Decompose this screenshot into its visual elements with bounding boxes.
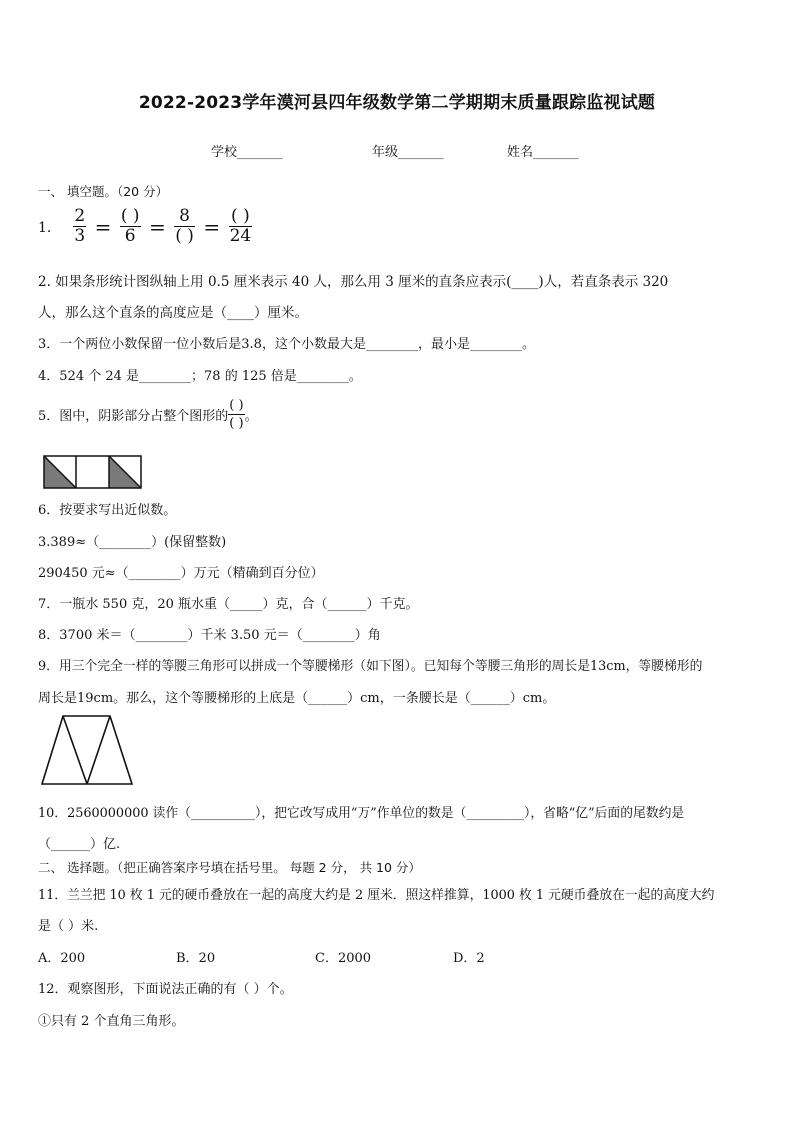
question-11-line-1: 11．兰兰把 10 枚 1 元的硬币叠放在一起的高度大约是 2 厘米．照这样推算，1000 枚 1 元硬币叠放在一起的高度大约 — [38, 888, 715, 903]
shaded-squares-figure — [43, 455, 143, 489]
section-2-heading: 二、 选择题。（把正确答案序号填在括号里。 每题 2 分， 共 10 分） — [38, 860, 421, 875]
page-title: 2022-2023学年漠河县四年级数学第二学期期末质量跟踪监视试题 — [138, 93, 656, 113]
question-2-line-2: 人，那么这个直条的高度应是（____）厘米。 — [38, 305, 308, 321]
question-8: 8．3700 米＝（________）千米 3.50 元＝（________）角 — [38, 628, 381, 643]
fraction-3-numerator: 8 — [179, 206, 190, 226]
fraction-4-numerator: ( ) — [231, 206, 250, 226]
equals-sign: = — [149, 214, 166, 239]
grade-field: 年级_______ — [372, 145, 444, 160]
answer-denominator: ( ) — [229, 416, 244, 431]
question-6: 6．按要求写出近似数。 — [38, 503, 177, 518]
question-5 — [38, 398, 258, 431]
fraction-3 — [174, 208, 195, 245]
question-6-b: 290450 元≈（________）万元（精确到百分位） — [38, 566, 324, 581]
question-1 — [38, 208, 252, 245]
question-9-line-1: 9．用三个完全一样的等腰三角形可以拼成一个等腰梯形（如下图）。已知每个等腰三角形的周长是13cm，等腰梯形的 — [38, 659, 703, 674]
question-10-line-2: （______）亿. — [38, 837, 121, 852]
answer-numerator: ( ) — [229, 398, 244, 413]
question-3: 3．一个两位小数保留一位小数后是3.8，这个小数最大是________，最小是________。 — [38, 337, 535, 352]
question-11-option-a: A．200 — [38, 951, 86, 966]
question-11-option-c: C．2000 — [315, 951, 372, 966]
question-6-a: 3.389≈（________）(保留整数) — [38, 535, 227, 550]
fraction-1-numerator: 2 — [74, 206, 86, 226]
question-5-end: 。 — [244, 409, 258, 424]
school-field: 学校_______ — [211, 145, 283, 160]
name-field: 姓名_______ — [507, 145, 579, 160]
question-11-option-b: B．20 — [176, 951, 216, 966]
fraction-2-denominator: 6 — [124, 226, 136, 246]
question-9-line-2: 周长是19cm。那么，这个等腰梯形的上底是（______）cm，一条腰长是（______）cm。 — [38, 691, 556, 706]
fraction-4 — [229, 208, 253, 245]
trapezoid-figure — [40, 714, 134, 786]
equals-sign: = — [94, 214, 112, 239]
question-1-number: 1． — [38, 219, 61, 236]
fraction-1 — [73, 208, 86, 245]
question-4: 4．524 个 24 是________；78 的 125 倍是________。 — [38, 369, 362, 384]
answer-fraction — [228, 398, 244, 431]
question-5-text: 5．图中，阴影部分占整个图形的 — [38, 409, 229, 424]
question-11-option-d: D．2 — [453, 951, 485, 966]
question-12: 12．观察图形，下面说法正确的有（ ）个。 — [38, 982, 293, 997]
fraction-2 — [120, 208, 141, 245]
fraction-2-numerator: ( ) — [120, 206, 140, 226]
equals-sign: = — [203, 214, 221, 239]
question-2-line-1: 2. 如果条形统计图纵轴上用 0.5 厘米表示 40 人，那么用 3 厘米的直条应表示(____)人，若直条表示 320 — [38, 274, 669, 290]
fraction-4-denominator: 24 — [229, 226, 252, 246]
question-10-line-1: 10．2560000000 读作（__________），把它改写成用“万”作单位的数是（_________），省略“亿”后面的尾数约是 — [38, 806, 685, 821]
fraction-1-denominator: 3 — [74, 226, 86, 246]
question-11-line-2: 是（ ）米. — [38, 919, 99, 934]
question-7: 7．一瓶水 550 克，20 瓶水重（_____）克，合（______）千克。 — [38, 597, 419, 612]
question-12-statement-1: ①只有 2 个直角三角形。 — [38, 1014, 185, 1029]
section-1-heading: 一、 填空题。（20 分） — [38, 184, 169, 199]
fraction-3-denominator: ( ) — [175, 226, 194, 246]
